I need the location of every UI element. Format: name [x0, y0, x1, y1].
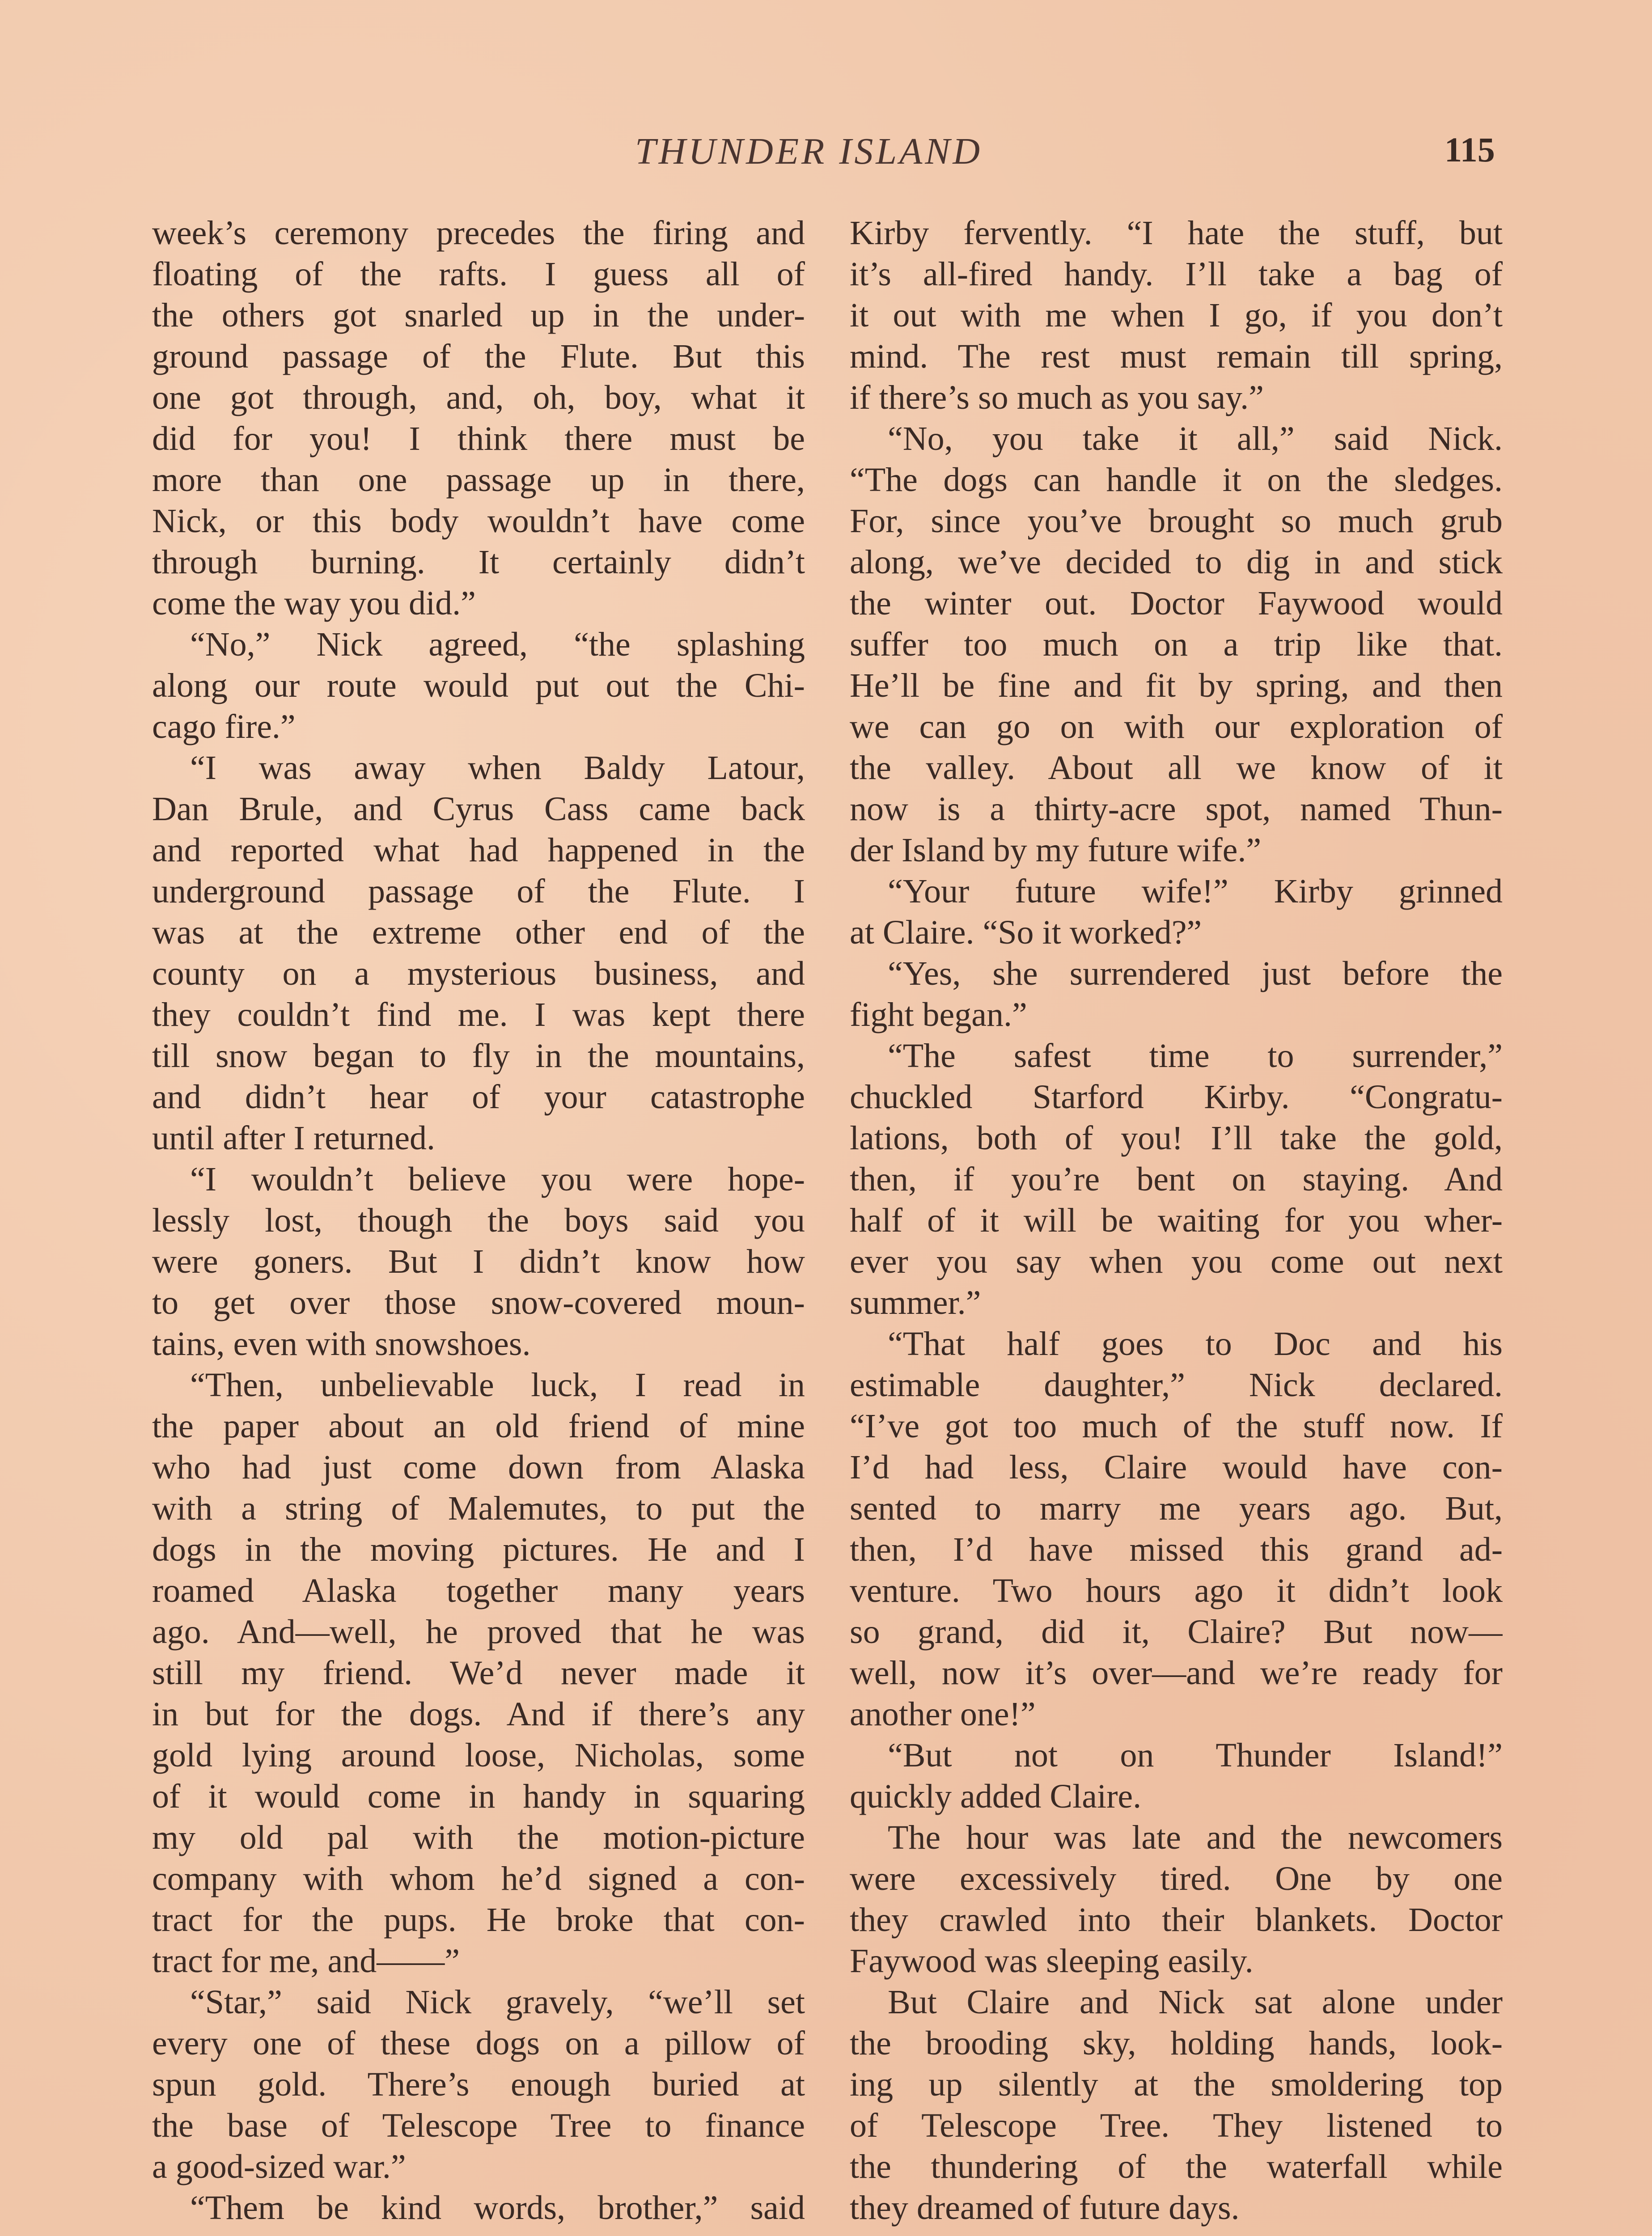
text-line: the brooding sky, holding hands, look-	[850, 2024, 1503, 2062]
text-line: every one of these dogs on a pillow of	[152, 2024, 805, 2062]
text-line: more than one passage up in there,	[152, 461, 805, 499]
text-line: Nick, or this body wouldn’t have come	[152, 502, 805, 540]
text-line: For, since you’ve brought so much grub	[850, 502, 1503, 540]
text-line: tains, even with snowshoes.	[152, 1325, 531, 1363]
text-line: mind. The rest must remain till spring,	[850, 338, 1503, 375]
text-line: the winter out. Doctor Faywood would	[850, 584, 1503, 622]
text-line: and reported what had happened in the	[152, 831, 805, 869]
text-line: were excessively tired. One by one	[850, 1860, 1503, 1897]
text-line: lessly lost, though the boys said you	[152, 1202, 805, 1239]
text-line: and didn’t hear of your catastrophe	[152, 1078, 805, 1116]
text-line: who had just come down from Alaska	[152, 1448, 805, 1486]
text-line: week’s ceremony precedes the firing and	[152, 214, 805, 252]
text-line: now is a thirty-acre spot, named Thun-	[850, 790, 1503, 828]
text-line: still my friend. We’d never made it	[152, 1654, 805, 1692]
text-line: “No, you take it all,” said Nick.	[888, 420, 1503, 457]
text-line: the paper about an old friend of mine	[152, 1407, 805, 1445]
text-line: it’s all-fired handy. I’ll take a bag of	[850, 255, 1503, 293]
text-line: “The dogs can handle it on the sledges.	[850, 461, 1503, 499]
text-line: come the way you did.”	[152, 584, 476, 622]
text-line: dogs in the moving pictures. He and I	[152, 1531, 805, 1568]
text-line: gold lying around loose, Nicholas, some	[152, 1736, 805, 1774]
text-line: roamed Alaska together many years	[152, 1572, 805, 1609]
text-line: company with whom he’d signed a con-	[152, 1860, 805, 1897]
text-line: “I was away when Baldy Latour,	[190, 749, 805, 787]
text-line: The hour was late and the newcomers	[888, 1819, 1503, 1856]
text-line: Dan Brule, and Cyrus Cass came back	[152, 790, 805, 828]
text-line: half of it will be waiting for you wher-	[850, 1202, 1503, 1239]
running-title: THUNDER ISLAND	[635, 131, 983, 172]
text-line: der Island by my future wife.”	[850, 831, 1262, 869]
text-line: with a string of Malemutes, to put the	[152, 1490, 805, 1527]
text-line: if there’s so much as you say.”	[850, 379, 1264, 416]
text-line: the base of Telescope Tree to finance	[152, 2107, 805, 2144]
text-line: suffer too much on a trip like that.	[850, 626, 1503, 663]
text-line: “I’ve got too much of the stuff now. If	[850, 1407, 1503, 1445]
text-line: quickly added Claire.	[850, 1778, 1142, 1815]
text-line: another one!”	[850, 1695, 1036, 1733]
text-line: did for you! I think there must be	[152, 420, 805, 457]
text-line: of Telescope Tree. They listened to	[850, 2107, 1503, 2144]
text-line: lations, both of you! I’ll take the gold,	[850, 1119, 1503, 1157]
text-line: they crawled into their blankets. Doctor	[850, 1901, 1503, 1939]
text-line: Kirby fervently. “I hate the stuff, but	[850, 214, 1503, 252]
text-line: “I wouldn’t believe you were hope-	[190, 1160, 805, 1198]
text-line: along, we’ve decided to dig in and stick	[850, 543, 1503, 581]
text-line: tract for the pups. He broke that con-	[152, 1901, 805, 1939]
text-line: until after I returned.	[152, 1119, 436, 1157]
text-column-left	[152, 212, 805, 2236]
text-line: they dreamed of future days.	[850, 2189, 1240, 2227]
text-line: tract for me, and——”	[152, 1942, 460, 1980]
text-line: it out with me when I go, if you don’t	[850, 296, 1503, 334]
text-line: we can go on with our exploration of	[850, 708, 1503, 745]
text-line: through burning. It certainly didn’t	[152, 543, 805, 581]
text-line: He’ll be fine and fit by spring, and then	[850, 667, 1503, 704]
text-line: so grand, did it, Claire? But now—	[850, 1613, 1503, 1651]
text-line: the others got snarled up in the under-	[152, 296, 805, 334]
text-line: underground passage of the Flute. I	[152, 872, 805, 910]
text-line: was at the extreme other end of the	[152, 914, 805, 951]
text-line: then, if you’re bent on staying. And	[850, 1160, 1503, 1198]
text-line: “Them be kind words, brother,” said	[190, 2189, 805, 2227]
text-line: floating of the rafts. I guess all of	[152, 255, 805, 293]
text-line: then, I’d have missed this grand ad-	[850, 1531, 1503, 1568]
text-line: at Claire. “So it worked?”	[850, 914, 1202, 951]
text-line: But Claire and Nick sat alone under	[888, 1983, 1503, 2021]
text-line: the valley. About all we know of it	[850, 749, 1503, 787]
text-line: venture. Two hours ago it didn’t look	[850, 1572, 1503, 1609]
text-line: spun gold. There’s enough buried at	[152, 2066, 805, 2103]
text-line: “Then, unbelievable luck, I read in	[190, 1366, 805, 1404]
text-line: “Yes, she surrendered just before the	[888, 955, 1503, 992]
text-line: they couldn’t find me. I was kept there	[152, 996, 805, 1033]
text-line: cago fire.”	[152, 708, 296, 745]
text-line: “Your future wife!” Kirby grinned	[888, 872, 1503, 910]
text-column-right	[850, 212, 1503, 2236]
text-line: till snow began to fly in the mountains,	[152, 1037, 805, 1075]
text-line: ground passage of the Flute. But this	[152, 338, 805, 375]
text-line: ago. And—well, he proved that he was	[152, 1613, 805, 1651]
text-line: in but for the dogs. And if there’s any	[152, 1695, 805, 1733]
text-line: I’d had less, Claire would have con-	[850, 1448, 1503, 1486]
text-line: well, now it’s over—and we’re ready for	[850, 1654, 1503, 1692]
text-line: county on a mysterious business, and	[152, 955, 805, 992]
text-line: “Star,” said Nick gravely, “we’ll set	[190, 1983, 805, 2021]
text-line: my old pal with the motion-picture	[152, 1819, 805, 1856]
text-line: along our route would put out the Chi-	[152, 667, 805, 704]
text-line: one got through, and, oh, boy, what it	[152, 379, 805, 416]
text-line: sented to marry me years ago. But,	[850, 1490, 1503, 1527]
text-line: fight began.”	[850, 996, 1027, 1033]
page-header	[0, 130, 1652, 183]
text-line: Faywood was sleeping easily.	[850, 1942, 1254, 1980]
text-line: were goners. But I didn’t know how	[152, 1243, 805, 1280]
text-line: chuckled Starford Kirby. “Congratu-	[850, 1078, 1503, 1116]
text-line: the thundering of the waterfall while	[850, 2148, 1503, 2185]
text-line: ing up silently at the smoldering top	[850, 2066, 1503, 2103]
text-line: a good-sized war.”	[152, 2148, 406, 2185]
text-line: summer.”	[850, 1284, 981, 1321]
text-line: “No,” Nick agreed, “the splashing	[190, 626, 805, 663]
text-line: “But not on Thunder Island!”	[888, 1736, 1503, 1774]
text-line: “That half goes to Doc and his	[888, 1325, 1503, 1363]
page-number: 115	[1444, 130, 1495, 169]
text-line: to get over those snow-covered moun-	[152, 1284, 805, 1321]
text-line: “The safest time to surrender,”	[888, 1037, 1503, 1075]
text-line: ever you say when you come out next	[850, 1243, 1503, 1280]
text-line: estimable daughter,” Nick declared.	[850, 1366, 1503, 1404]
text-line: of it would come in handy in squaring	[152, 1778, 805, 1815]
